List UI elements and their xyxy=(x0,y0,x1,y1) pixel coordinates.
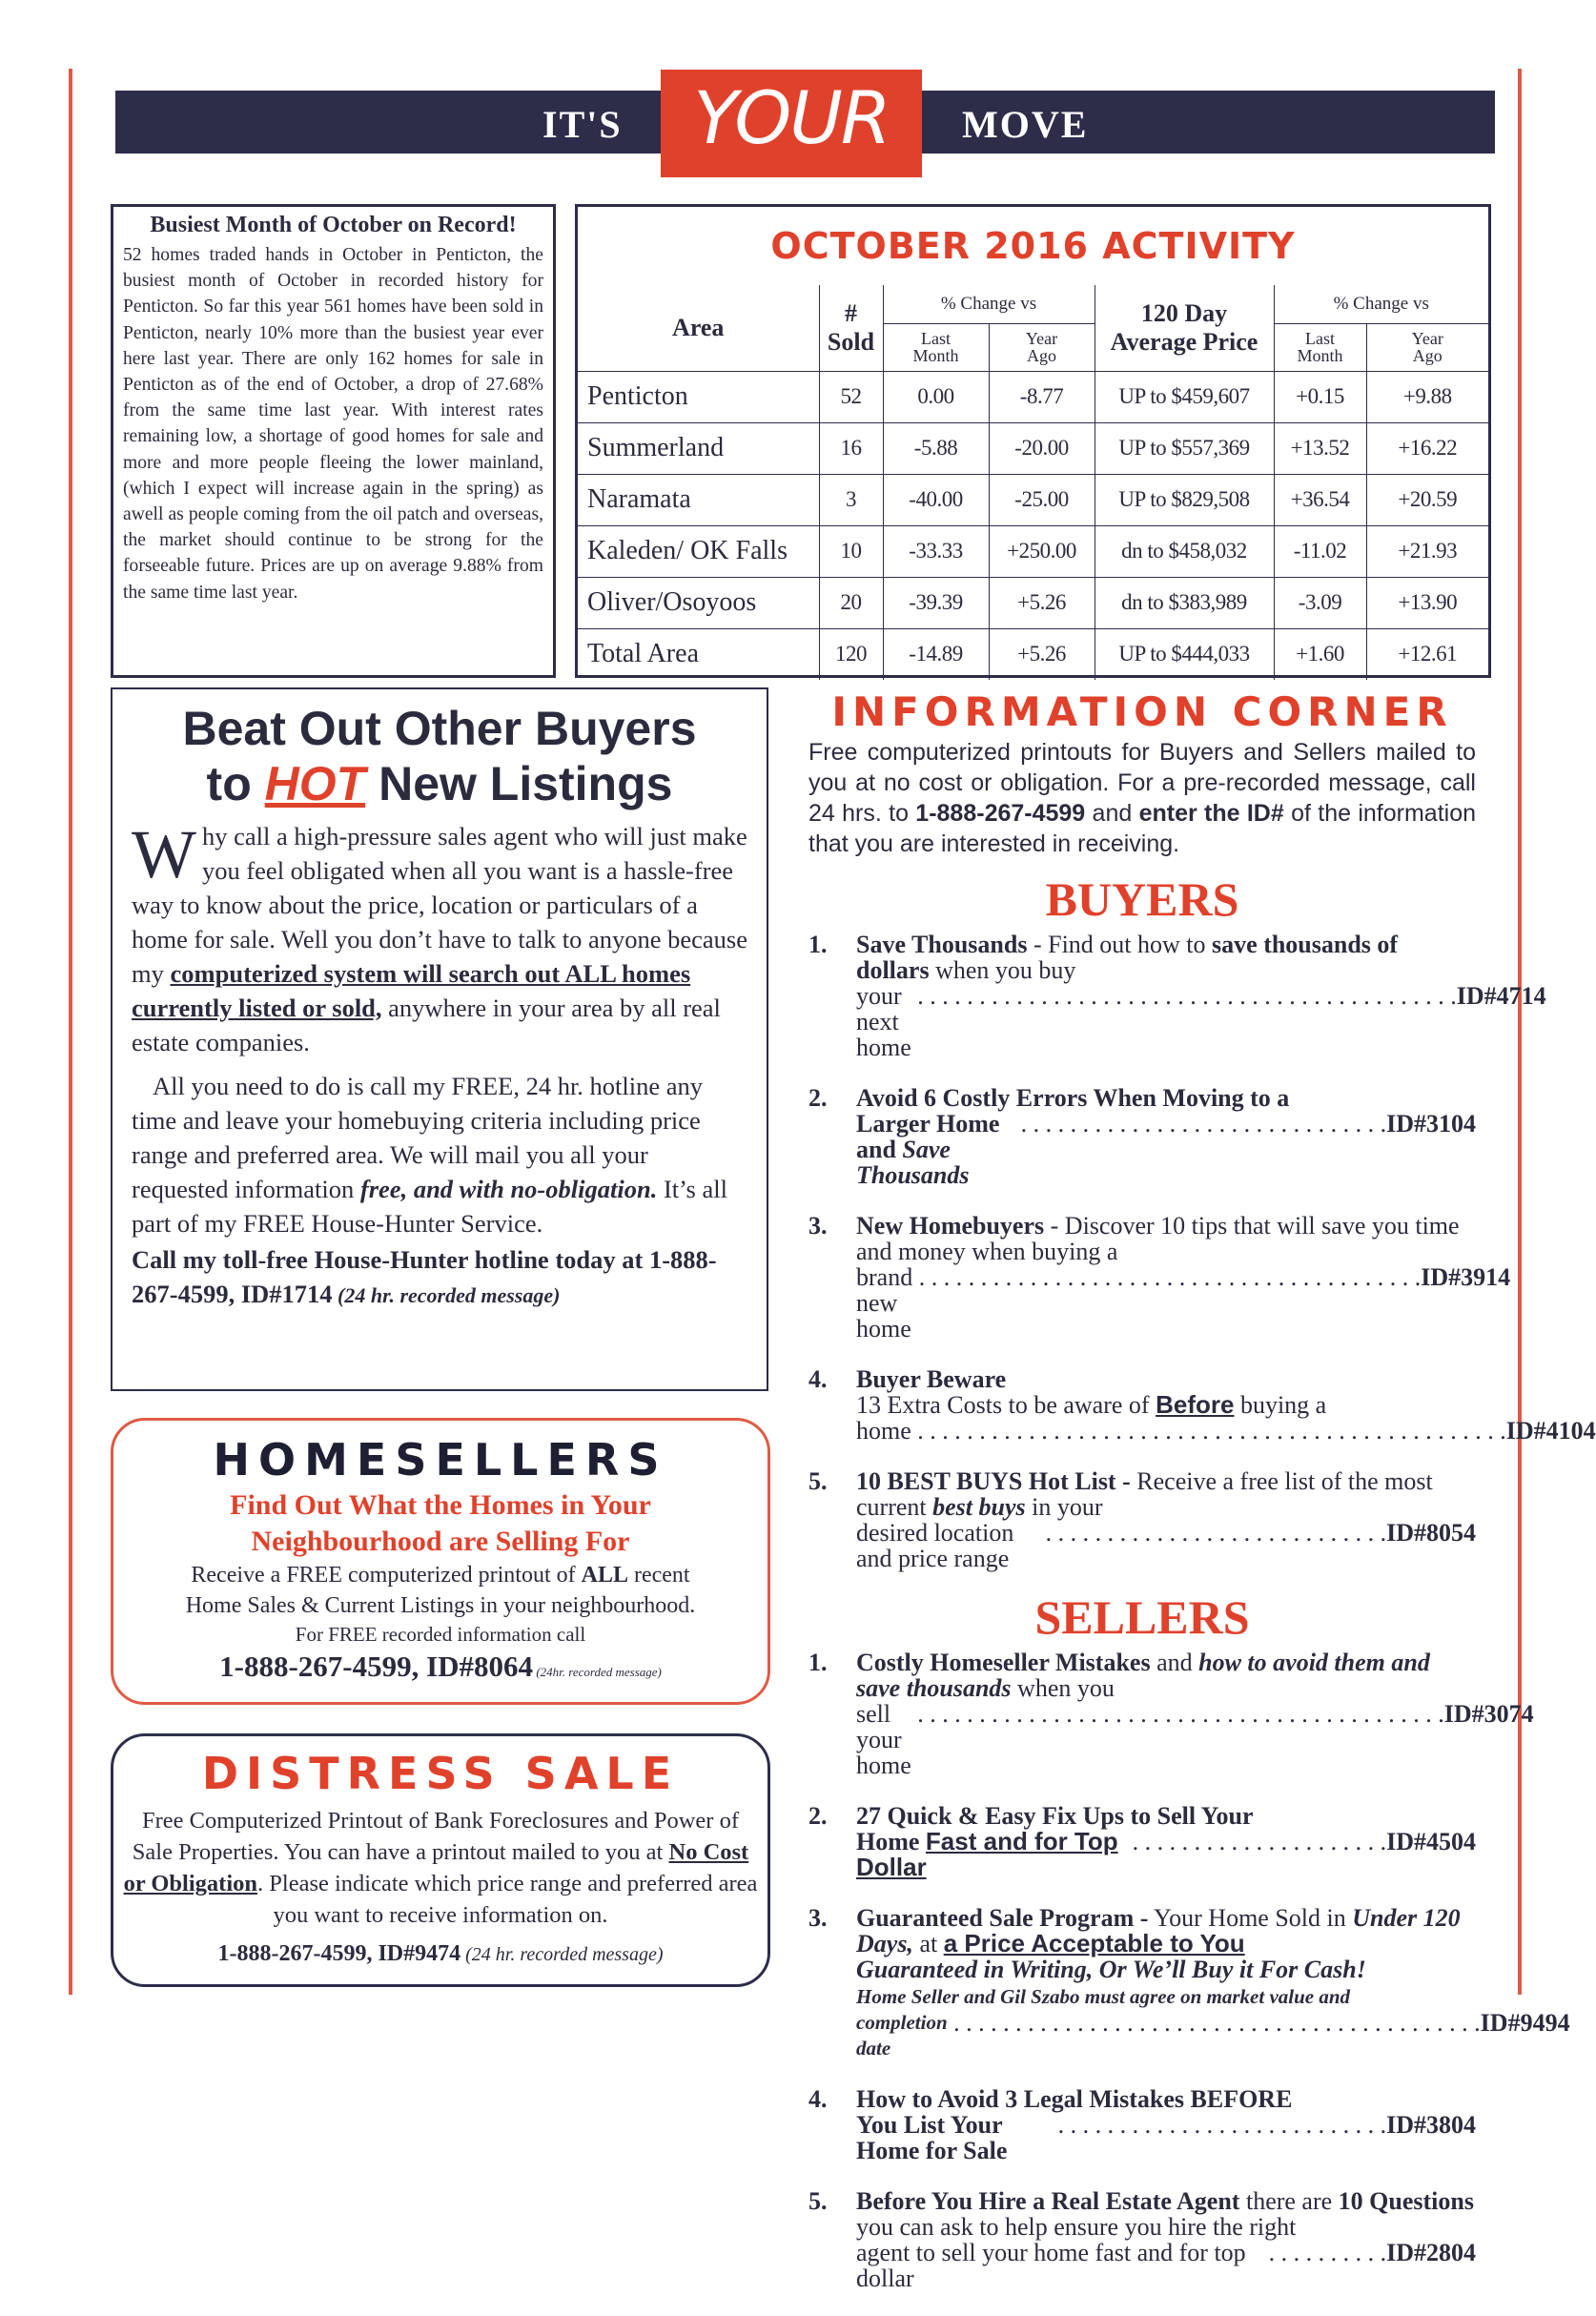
list-item: 1. Save Thousands - Find out how to save thousands of dollars when you buy your next home . . . . . . . . . . . . . . . . . . . . . . . . . . . . . . . . . . . . . . . . . . . . ID#4714 xyxy=(808,931,1546,1061)
col-header-last-month-2: Last Month xyxy=(1274,323,1366,371)
banner-logo-box xyxy=(661,70,922,177)
beat-paragraph-1: Why call a high-pressure sales agent who will just make you feel obligated when all you want is a hassle-free way to know about the price, location or particulars of a home for sale. Well you don’t have to talk to anyone because my computerized system will search out ALL homes currently listed or sold, anywhere in your area by all real estate companies. xyxy=(132,816,747,1056)
activity-title: OCTOBER 2016 ACTIVITY xyxy=(770,225,1296,267)
distress-sale-box xyxy=(111,1733,770,1987)
col-header-year-ago-2: Year Ago xyxy=(1366,323,1488,371)
drop-cap: W xyxy=(132,816,196,892)
table-row: Summerland 16 -5.88 -20.00 UP to $557,369 +13.52 +16.22 xyxy=(578,422,1488,474)
col-header-pct-change-2: % Change vs xyxy=(1274,285,1488,323)
busiest-title: Busiest Month of October on Record! xyxy=(150,213,517,237)
beat-title: Beat Out Other Buyers to HOT New Listings xyxy=(182,702,697,810)
table-row: Oliver/Osoyoos 20 -39.39 +5.26 dn to $383,989 -3.09 +13.90 xyxy=(578,577,1488,628)
list-item: 2. 27 Quick & Easy Fix Ups to Sell Your Home Fast and for Top Dollar . . . . . . . . . . . . . . . . . . . . . ID#4504 xyxy=(808,1802,1476,1881)
sellers-heading: SELLERS xyxy=(1034,1590,1250,1644)
beat-hotline: Call my toll-free House-Hunter hotline today at 1-888-267-4599, ID#1714 (24 hr. recorded message) xyxy=(132,1245,717,1308)
activity-box xyxy=(575,204,1491,678)
hot-word: HOT xyxy=(264,757,366,810)
beat-other-buyers-box xyxy=(111,687,768,1391)
homesellers-title: HOMESELLERS xyxy=(213,1434,668,1486)
homesellers-box xyxy=(111,1418,770,1705)
buyers-heading: BUYERS xyxy=(1045,872,1239,926)
info-intro: Free computerized printouts for Buyers and Sellers mailed to you at no cost or obligation. For a pre-recorded message, call 24 hrs. to 1-888-267-4599 and enter the ID# of the information that you are interested in receiving. xyxy=(808,739,1476,857)
left-margin-rule xyxy=(69,69,72,1995)
table-row: Naramata 3 -40.00 -25.00 UP to $829,508 +36.54 +20.59 xyxy=(578,474,1488,525)
list-item: 5. 10 BEST BUYS Hot List - Receive a free list of the most current best buys in your desired location and price range . . . . . . . . . . . . . . . . . . . . . . . . . . . . ID#8054 xyxy=(808,1467,1476,1572)
col-header-area: Area xyxy=(578,285,819,371)
sellers-list xyxy=(808,1649,1570,2292)
distress-phone: 1-888-267-4599, ID#9474 (24 hr. recorded message) xyxy=(217,1941,664,1966)
activity-table xyxy=(578,285,1488,680)
banner-logo-text: YOUR xyxy=(693,75,890,160)
distress-title: DISTRESS SALE xyxy=(201,1748,680,1799)
list-item: 3. Guaranteed Sale Program - Your Home Sold in Under 120 Days, at a Price Acceptable to You Guaranteed in Writing, Or We’ll Buy it For Cash! Home Seller and Gil Szabo must agree on market value and completion date . . . . . . . . . . . . . . . . . . . . . . . . . . . . . . . . . . . . . . . . . . . ID#9494 xyxy=(808,1904,1570,2060)
list-item: 4. Buyer Beware 13 Extra Costs to be aware of Before buying a home . . . . . . . . . . . . . . . . . . . . . . . . . . . . . . . . . . . . . . . . . . . . . . . . ID#4104 xyxy=(808,1365,1596,1445)
homesellers-subtitle: Find Out What the Homes in Your Neighbourhood are Selling For xyxy=(230,1489,651,1557)
list-item: 5. Before You Hire a Real Estate Agent there are 10 Questions you can ask to help ensure you hire the right agent to sell your home fast and for top dollar . . . . . . . . . . ID#2804 xyxy=(808,2187,1476,2292)
banner-left-text: IT'S xyxy=(542,103,623,146)
col-header-pct-change: % Change vs xyxy=(883,285,1095,323)
col-header-sold: # Sold xyxy=(819,285,883,371)
list-item: 1. Costly Homeseller Mistakes and how to avoid them and save thousands when you sell your home . . . . . . . . . . . . . . . . . . . . . . . . . . . . . . . . . . . . . . . . . . . ID#3074 xyxy=(808,1649,1534,1779)
col-header-last-month: Last Month xyxy=(883,323,989,371)
banner-right-text: MOVE xyxy=(962,103,1089,146)
beat-paragraph-2: All you need to do is call my FREE, 24 hr. hotline any time and leave your homebuying criteria including price range and preferred area. We will mail you all your requested information free, and with no-obligation. It’s all part of my FREE House-Hunter Service. xyxy=(132,1072,727,1238)
table-row: Kaleden/ OK Falls 10 -33.33 +250.00 dn to $458,032 -11.02 +21.93 xyxy=(578,525,1488,577)
list-item: 4. How to Avoid 3 Legal Mistakes BEFORE You List Your Home for Sale . . . . . . . . . . . . . . . . . . . . . . . . . . . ID#3804 xyxy=(808,2085,1476,2164)
table-row: Penticton 52 0.00 -8.77 UP to $459,607 +0.15 +9.88 xyxy=(578,371,1488,422)
homesellers-small: For FREE recorded information call xyxy=(295,1623,586,1646)
information-corner xyxy=(808,688,1596,2316)
col-header-avg-price: 120 Day Average Price xyxy=(1095,285,1274,371)
buyers-list xyxy=(808,931,1596,1572)
busiest-body: 52 homes traded hands in October in Penticton, the busiest month of October in recorded history for Penticton. So far this year 561 homes have been sold in Penticton, nearly 10% more than the busiest year ever here last year. There are only 162 homes for sale in Penticton as of the end of October, a drop of 27.68% from the same time last year. With interest rates remaining low, a shortage of good homes for sale and more and more people fleeing the lower mainland, (which I expect will increase again in the spring) as awell as people coming from the oil patch and overseas, the market should continue to be strong for the forseeable future. Prices are up on average 9.88% from the same time last year. xyxy=(123,245,543,603)
busiest-month-box xyxy=(111,204,556,678)
list-item: 3. New Homebuyers - Discover 10 tips that will save you time and money when buying a brand new home . . . . . . . . . . . . . . . . . . . . . . . . . . . . . . . . . . . . . . . . . ID#3914 xyxy=(808,1212,1511,1342)
table-row: Total Area 120 -14.89 +5.26 UP to $444,033 +1.60 +12.61 xyxy=(578,628,1488,680)
info-title: INFORMATION CORNER xyxy=(831,688,1453,735)
homesellers-text: Receive a FREE computerized printout of ALL recent Home Sales & Current Listings in your neighbourhood. xyxy=(185,1563,696,1618)
homesellers-phone: 1-888-267-4599, ID#8064 (24hr. recorded message) xyxy=(219,1650,662,1683)
distress-text: Free Computerized Printout of Bank Foreclosures and Power of Sale Properties. You can have a printout mailed to you at No Cost or Obligation. Please indicate which price range and preferred area you want to receive information on. xyxy=(123,1808,758,1928)
col-header-year-ago: Year Ago xyxy=(989,323,1095,371)
list-item: 2. Avoid 6 Costly Errors When Moving to a Larger Home and Save Thousands . . . . . . . . . . . . . . . . . . . . . . . . . . . . . . ID#3104 xyxy=(808,1084,1476,1189)
